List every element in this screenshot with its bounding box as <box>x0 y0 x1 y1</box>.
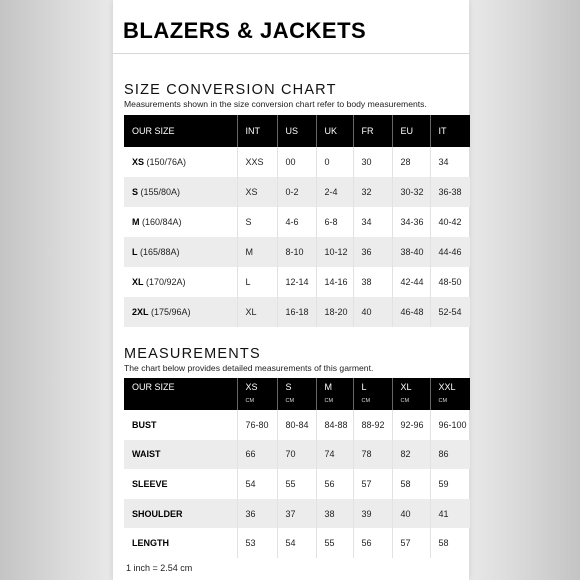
header-our-size: OUR SIZE <box>124 378 237 410</box>
table-cell: 54 <box>237 469 277 499</box>
table-cell: 40 <box>353 297 392 327</box>
table-cell: 58 <box>430 528 470 558</box>
conversion-heading: SIZE CONVERSION CHART <box>124 82 337 98</box>
measure-label: BUST <box>132 419 157 430</box>
table-cell: 57 <box>392 528 430 558</box>
table-cell: 37 <box>277 499 316 529</box>
table-cell: 48-50 <box>430 267 470 297</box>
table-cell: 55 <box>277 469 316 499</box>
conversion-header-row <box>124 115 470 147</box>
table-cell: 0 <box>316 147 353 177</box>
header-us: US <box>277 115 316 147</box>
page-title: BLAZERS & JACKETS <box>123 18 367 43</box>
table-cell: 10-12 <box>316 237 353 267</box>
header-eu: EU <box>392 115 430 147</box>
size-guide-sheet <box>113 0 469 580</box>
table-cell: 41 <box>430 499 470 529</box>
table-cell: 32 <box>353 177 392 207</box>
table-row <box>124 469 470 499</box>
measurements-header-row <box>124 378 470 410</box>
table-cell: 92-96 <box>392 410 430 440</box>
table-cell: 16-18 <box>277 297 316 327</box>
table-cell: 66 <box>237 440 277 470</box>
table-cell: 34 <box>430 147 470 177</box>
table-row <box>124 147 470 177</box>
header-size-m: M CM <box>316 378 353 410</box>
table-cell: 55 <box>316 528 353 558</box>
table-row <box>124 207 470 237</box>
measure-label: LENGTH <box>132 538 169 549</box>
table-cell: 88-92 <box>353 410 392 440</box>
header-size-xxl: XXL CM <box>430 378 470 410</box>
table-cell: 56 <box>316 469 353 499</box>
header-it: IT <box>430 115 470 147</box>
table-cell: 44-46 <box>430 237 470 267</box>
table-cell: 54 <box>277 528 316 558</box>
header-size-s: S CM <box>277 378 316 410</box>
table-cell: 42-44 <box>392 267 430 297</box>
table-cell: 57 <box>353 469 392 499</box>
size-cell: M (160/84A) <box>132 217 182 227</box>
table-cell: 36 <box>237 499 277 529</box>
table-cell: 0-2 <box>277 177 316 207</box>
table-row <box>124 410 470 440</box>
table-cell: 96-100 <box>430 410 470 440</box>
header-uk: UK <box>316 115 353 147</box>
table-row <box>124 528 470 558</box>
table-row <box>124 177 470 207</box>
table-cell: 46-48 <box>392 297 430 327</box>
table-row <box>124 297 470 327</box>
table-cell: 59 <box>430 469 470 499</box>
table-cell: 38 <box>316 499 353 529</box>
measurements-subtitle: The chart below provides detailed measurements of this garment. <box>124 363 374 373</box>
size-cell: L (165/88A) <box>124 237 237 267</box>
table-cell: 78 <box>353 440 392 470</box>
table-cell: XL <box>237 297 277 327</box>
measure-label: WAIST <box>124 440 237 470</box>
table-cell: 2-4 <box>316 177 353 207</box>
size-cell: XS (150/76A) <box>132 157 187 167</box>
table-cell: 12-14 <box>277 267 316 297</box>
header-size-xs: XS CM <box>237 378 277 410</box>
table-cell: 36 <box>353 237 392 267</box>
table-cell: 70 <box>277 440 316 470</box>
table-cell: 39 <box>353 499 392 529</box>
measurements-table <box>124 378 470 558</box>
table-cell: 38-40 <box>392 237 430 267</box>
table-cell: 34 <box>353 207 392 237</box>
table-cell: 74 <box>316 440 353 470</box>
table-cell: XS <box>237 177 277 207</box>
conversion-subtitle: Measurements shown in the size conversion chart refer to body measurements. <box>124 99 427 109</box>
table-cell: 82 <box>392 440 430 470</box>
title-divider <box>113 53 469 54</box>
table-cell: 14-16 <box>316 267 353 297</box>
measure-label: SLEEVE <box>132 478 168 489</box>
table-cell: 36-38 <box>430 177 470 207</box>
table-cell: 18-20 <box>316 297 353 327</box>
header-size-l: L CM <box>353 378 392 410</box>
table-cell: 38 <box>353 267 392 297</box>
table-cell: S <box>237 207 277 237</box>
header-our-size: OUR SIZE <box>124 115 237 147</box>
table-cell: 40-42 <box>430 207 470 237</box>
table-cell: 76-80 <box>237 410 277 440</box>
table-cell: 53 <box>237 528 277 558</box>
size-conversion-table <box>124 115 470 327</box>
table-cell: 30-32 <box>392 177 430 207</box>
table-cell: 8-10 <box>277 237 316 267</box>
size-cell: 2XL (175/96A) <box>124 297 237 327</box>
table-cell: 30 <box>353 147 392 177</box>
unit-footnote: 1 inch = 2.54 cm <box>126 563 193 573</box>
measure-label: SHOULDER <box>124 499 237 529</box>
table-row <box>124 267 470 297</box>
table-cell: M <box>237 237 277 267</box>
table-cell: 52-54 <box>430 297 470 327</box>
size-cell: S (155/80A) <box>124 177 237 207</box>
size-cell: XL (170/92A) <box>132 277 186 287</box>
measurements-heading: MEASUREMENTS <box>124 346 261 362</box>
table-cell: 56 <box>353 528 392 558</box>
table-cell: 4-6 <box>277 207 316 237</box>
table-row <box>124 499 470 529</box>
table-cell: L <box>237 267 277 297</box>
table-cell: 58 <box>392 469 430 499</box>
table-row <box>124 237 470 267</box>
header-fr: FR <box>353 115 392 147</box>
table-row <box>124 440 470 470</box>
table-cell: 00 <box>277 147 316 177</box>
header-int: INT <box>237 115 277 147</box>
table-cell: 84-88 <box>316 410 353 440</box>
table-cell: 6-8 <box>316 207 353 237</box>
table-cell: 86 <box>430 440 470 470</box>
table-cell: 80-84 <box>277 410 316 440</box>
table-cell: XXS <box>237 147 277 177</box>
table-cell: 28 <box>392 147 430 177</box>
header-size-xl: XL CM <box>392 378 430 410</box>
table-cell: 34-36 <box>392 207 430 237</box>
table-cell: 40 <box>392 499 430 529</box>
